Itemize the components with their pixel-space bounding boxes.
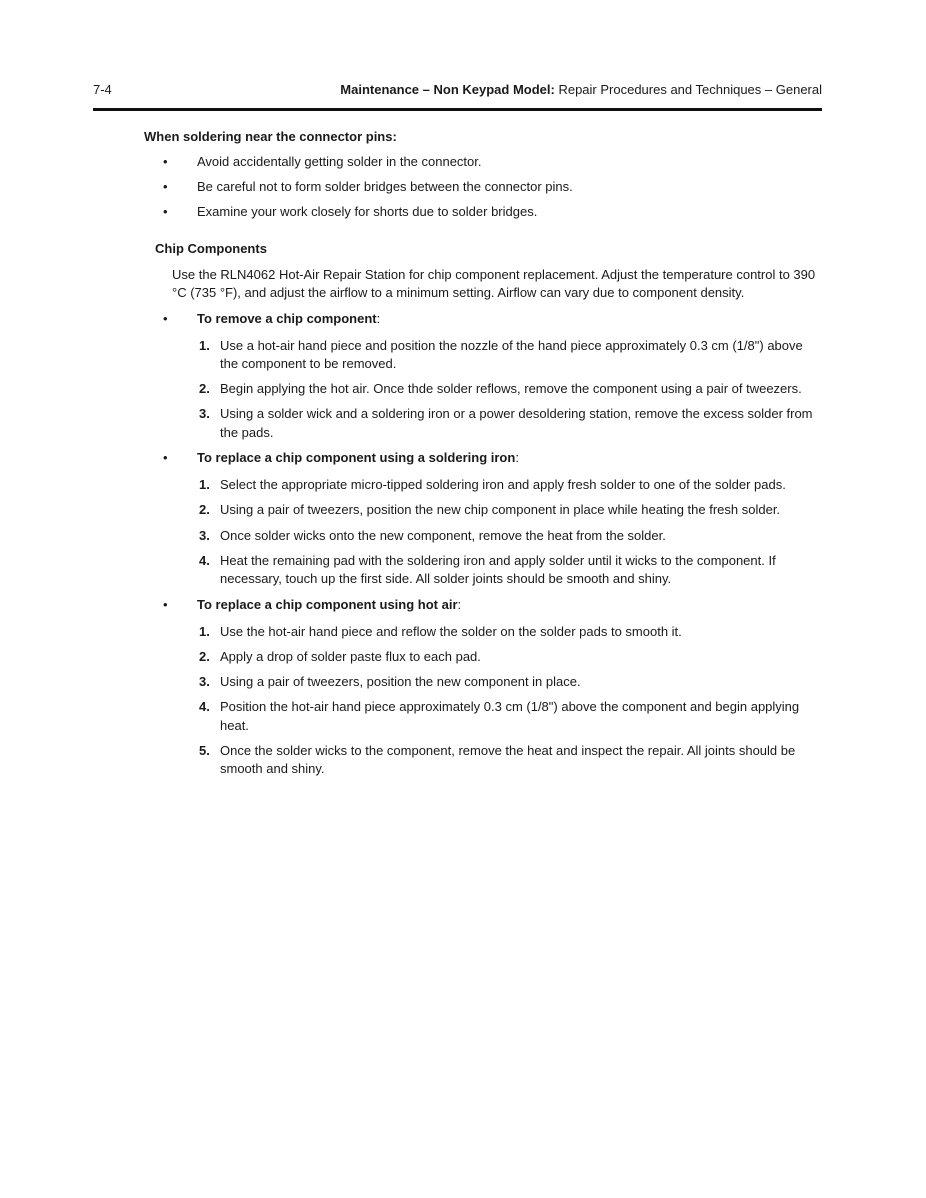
bullet-icon: • (163, 179, 168, 194)
procedure-heading-bold: To remove a chip component (197, 310, 377, 326)
procedure-heading-bold: To replace a chip component using hot air (197, 596, 458, 612)
bullet-icon: • (163, 204, 168, 219)
step-number: 2. (199, 648, 210, 664)
procedure-heading (197, 596, 461, 614)
step-text: Use a hot-air hand piece and position the nozzle of the hand piece approximately 0.3 cm (1/8") above the component to be removed. (220, 337, 803, 371)
procedure-step (199, 648, 818, 666)
step-number: 5. (199, 743, 210, 759)
procedure-step (199, 527, 818, 545)
step-number: 2. (199, 502, 210, 518)
procedure-step (199, 476, 818, 494)
procedure-step (199, 380, 818, 398)
section-heading-chip-components: Chip Components (155, 241, 267, 256)
bullet-item (163, 153, 926, 171)
procedure-step (199, 405, 818, 442)
step-text: Position the hot-air hand piece approximately 0.3 cm (1/8") above the component and begin applying heat. (220, 699, 800, 733)
step-text: Begin applying the hot air. Once thde solder reflows, remove the component using a pair of tweezers. (220, 381, 802, 397)
running-header-row (93, 82, 822, 97)
bullet-icon: • (163, 154, 168, 169)
step-text: Using a pair of tweezers, position the new component in place. (220, 674, 581, 690)
running-header-title-bold: Maintenance – Non Keypad Model: (340, 82, 555, 97)
step-number: 1. (199, 623, 210, 639)
procedure-heading (197, 310, 380, 328)
step-text: Use the hot-air hand piece and reflow the solder on the solder pads to smooth it. (220, 623, 682, 639)
procedure-step (199, 552, 818, 589)
page-content (0, 111, 926, 779)
bullet-item (163, 178, 926, 196)
bullet-icon: • (163, 596, 168, 612)
procedure-step (199, 337, 818, 374)
procedure-step (199, 501, 818, 519)
procedure-heading (197, 449, 519, 467)
section-paragraph: Use the RLN4062 Hot-Air Repair Station for chip component replacement. Adjust the temperature control to 390 °C (735 °F), and adjust the airflow to a minimum setting. Airflow can vary due to component density. (172, 267, 816, 301)
bullet-icon: • (163, 310, 168, 326)
procedure-replace-chip-soldering-iron (0, 449, 926, 588)
step-text: Using a pair of tweezers, position the new chip component in place while heating the fresh solder. (220, 502, 781, 518)
step-text: Heat the remaining pad with the soldering iron and apply solder until it wicks to the component. If necessary, touch up the first side. All solder joints should be smooth and shiny. (220, 552, 776, 587)
procedure-heading-row (163, 449, 926, 467)
step-text: Once solder wicks onto the new component, remove the heat from the solder. (220, 527, 666, 543)
step-text: Once the solder wicks to the component, remove the heat and inspect the repair. All joints should be smooth and shiny. (220, 743, 796, 777)
bullet-text: Examine your work closely for shorts due to solder bridges. (197, 204, 538, 219)
procedure-heading-colon: : (376, 310, 381, 326)
procedure-heading-colon: : (515, 450, 519, 466)
intro-heading: When soldering near the connector pins: (144, 129, 397, 144)
procedure-step (199, 742, 818, 779)
step-number: 4. (199, 699, 210, 715)
step-number: 1. (199, 477, 210, 493)
bullet-text: Be careful not to form solder bridges between the connector pins. (197, 179, 573, 194)
step-number: 1. (199, 337, 210, 353)
procedure-heading-colon: : (457, 596, 462, 612)
step-text: Using a solder wick and a soldering iron or a power desoldering station, remove the excess solder from the pads. (220, 406, 813, 440)
bullet-icon: • (163, 450, 168, 466)
running-header-title-regular: Repair Procedures and Techniques – General (554, 82, 822, 97)
procedure-step (199, 698, 818, 735)
step-text: Select the appropriate micro-tipped soldering iron and apply fresh solder to one of the solder pads. (220, 477, 786, 493)
bullet-text: Avoid accidentally getting solder in the connector. (197, 154, 482, 169)
procedure-heading-bold: To replace a chip component using a soldering iron (197, 450, 516, 466)
running-header-title (340, 82, 822, 97)
step-text: Apply a drop of solder paste flux to each pad. (220, 648, 481, 664)
step-number: 3. (199, 674, 210, 690)
page-header (93, 0, 822, 111)
page-number: 7-4 (93, 82, 112, 97)
procedure-replace-chip-hot-air (0, 596, 926, 779)
step-number: 3. (199, 406, 210, 422)
procedure-step (199, 673, 818, 691)
procedure-step (199, 623, 818, 641)
step-number: 3. (199, 527, 210, 543)
procedure-heading-row (163, 310, 926, 328)
step-number: 2. (199, 381, 210, 397)
procedure-remove-chip (0, 310, 926, 442)
step-number: 4. (199, 552, 210, 568)
bullet-item (163, 203, 926, 221)
procedure-heading-row (163, 596, 926, 614)
